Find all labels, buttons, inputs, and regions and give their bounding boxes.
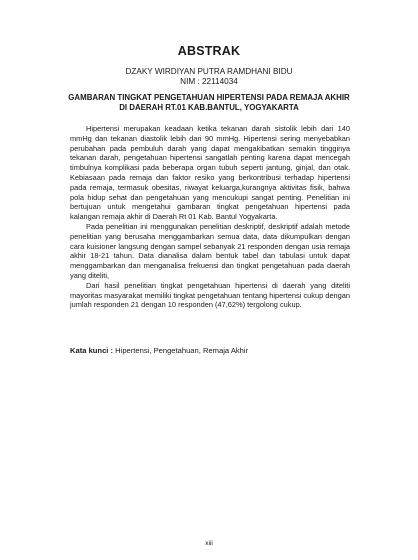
abstract-body bbox=[70, 124, 350, 310]
thesis-title-line-1: GAMBARAN TINGKAT PENGETAHUAN HIPERTENSI PADA REMAJA AKHIR bbox=[68, 93, 350, 102]
abstract-paragraph-3: Dari hasil penelitian tingkat pengetahuan hipertensi di daerah yang diteliti mayoritas masyarakat memiliki tingkat pengetahuan tentang hipertensi cukup dengan jumlah responden 21 dengan 10 responden (47,62%) tergolong cukup. bbox=[70, 280, 350, 310]
page-number: xiii bbox=[205, 540, 213, 547]
abstract-heading: ABSTRAK bbox=[177, 44, 241, 58]
keywords-label: Kata kunci : bbox=[70, 346, 114, 355]
abstract-paragraph-1: Hipertensi merupakan keadaan ketika tekanan darah sistolik lebih dari 140 mmHg dan tekanan diastolik lebih dari 90 mmHg. Hipertensi sering menyebabkan perubahan pada pembuluh darah yang dapat mengakibatkan semakin tingginya tekanan darah, pengetahuan hipertensi sangatlah penting karena dapat mencegah timbulnya komplikasi pada beberapa organ tubuh seperti jantung, ginjal, dan otak. Kebiasaan pada remaja dan faktor resiko yang berkontribusi terhadap hipertensi pada remaja, termasuk obesitas, riwayat keluarga,kurangnya aktivitas fisik, bahwa pola hidup sehat dan pengetahuan yang mencukupi sangat penting. Penelitian ini bertujuan untuk mengetahui gambaran tingkat pengetahuan hipertensi pada kalangan remaja akhir di Daerah Rt 01 Kab. Bantul Yogyakarta. bbox=[70, 124, 350, 222]
abstract-paragraph-2: Pada penelitian ini menggunakan penelitian deskriptif, deskriptif adalah metode penelitian yang berusaha menggambarkan semua data, data dikumpulkan dengan cara kuisioner langsung dengan sampel sebanyak 21 responden dengan usia remaja akhir 18-21 tahun. Data dianalisa dalam bentuk tabel dan tabulasi untuk dapat menggambarkan dan menganalisa frekuensi dan tingkat pengetahuan pada daerah yang diteliti, bbox=[70, 221, 350, 280]
keywords-line bbox=[70, 346, 350, 356]
author-nim: NIM : 22114034 bbox=[180, 77, 238, 86]
thesis-title bbox=[60, 93, 358, 114]
author-name: DZAKY WIRDIYAN PUTRA RAMDHANI BIDU bbox=[125, 67, 293, 76]
thesis-title-line-2: DI DAERAH RT.01 KAB.BANTUL, YOGYAKARTA bbox=[119, 103, 299, 113]
keywords-text: Hipertensi, Pengetahuan, Remaja Akhir bbox=[113, 346, 249, 355]
author-block bbox=[0, 67, 418, 87]
